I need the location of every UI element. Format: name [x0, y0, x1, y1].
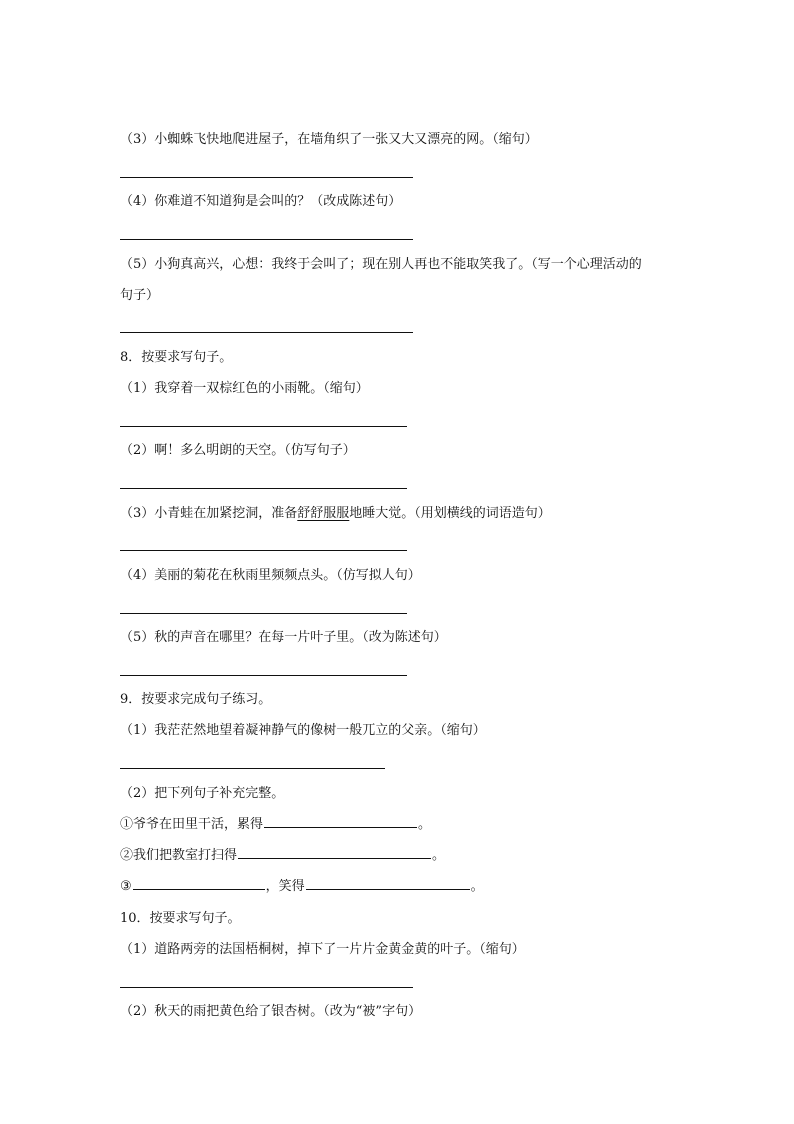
q7-sentence-4: （4）你难道不知道狗是会叫的？（改成陈述句）: [120, 194, 402, 209]
q8-sentence-3-after: 地睡大觉。（用划横线的词语造句）: [349, 506, 551, 521]
answer-line[interactable]: [120, 613, 407, 614]
q9-item-c: [120, 878, 484, 896]
answer-line[interactable]: [120, 550, 407, 551]
q9-item-c-mid: ，笑得: [265, 879, 305, 894]
q10-sentence-2: （2）秋天的雨把黄色给了银杏树。（改为“被”字句）: [120, 1004, 422, 1019]
q8-sentence-5: （5）秋的声音在哪里？在每一片叶子里。（改为陈述句）: [120, 630, 447, 645]
q8-sentence-3: [120, 505, 551, 523]
q9-item-c-end: 。: [470, 879, 484, 894]
fill-blank[interactable]: [264, 826, 417, 828]
q9-item-b-end: 。: [432, 848, 446, 863]
q8-sentence-3-before: （3）小青蛙在加紧挖洞，准备: [120, 506, 298, 521]
q7-sentence-3: （3）小蜘蛛飞快地爬进屋子，在墙角织了一张又大又漂亮的网。（缩句）: [120, 132, 538, 147]
answer-line[interactable]: [120, 177, 413, 178]
q8-title: 8．按要求写句子。: [120, 350, 233, 365]
answer-line[interactable]: [120, 768, 385, 769]
fill-blank[interactable]: [238, 857, 431, 859]
underlined-word: 舒舒服服: [297, 506, 350, 521]
answer-line[interactable]: [120, 426, 407, 427]
answer-line[interactable]: [120, 239, 413, 240]
q9-item-a-end: 。: [418, 817, 432, 832]
answer-line[interactable]: [120, 488, 407, 489]
q9-item-b: [120, 847, 445, 865]
answer-line[interactable]: [120, 675, 407, 676]
fill-blank[interactable]: [133, 888, 265, 890]
q9-title: 9．按要求完成句子练习。: [120, 692, 272, 707]
q7-sentence-5-line1: （5）小狗真高兴，心想：我终于会叫了；现在别人再也不能取笑我了。（写一个心理活动的: [120, 257, 642, 272]
q9-item-a-text: ①爷爷在田里干活，累得: [120, 817, 264, 832]
q9-item-b-text: ②我们把教室打扫得: [120, 848, 238, 863]
q10-sentence-1: （1）道路两旁的法国梧桐树，掉下了一片片金黄金黄的叶子。（缩句）: [120, 942, 525, 957]
q9-sentence-2: （2）把下列句子补充完整。: [120, 786, 285, 801]
answer-line[interactable]: [120, 987, 413, 988]
answer-line[interactable]: [120, 332, 413, 333]
fill-blank[interactable]: [306, 888, 470, 890]
q8-sentence-1: （1）我穿着一双棕红色的小雨靴。（缩句）: [120, 381, 369, 396]
q9-sentence-1: （1）我茫茫然地望着凝神静气的像树一般兀立的父亲。（缩句）: [120, 723, 486, 738]
q9-item-a: [120, 816, 431, 834]
q9-item-c-text: ③: [120, 879, 132, 894]
q8-sentence-4: （4）美丽的菊花在秋雨里频频点头。（仿写拟人句）: [120, 568, 421, 583]
q7-sentence-5-line2: 句子）: [120, 288, 160, 303]
q10-title: 10．按要求写句子。: [120, 911, 241, 926]
q8-sentence-2: （2）啊！多么明朗的天空。（仿写句子）: [120, 443, 356, 458]
